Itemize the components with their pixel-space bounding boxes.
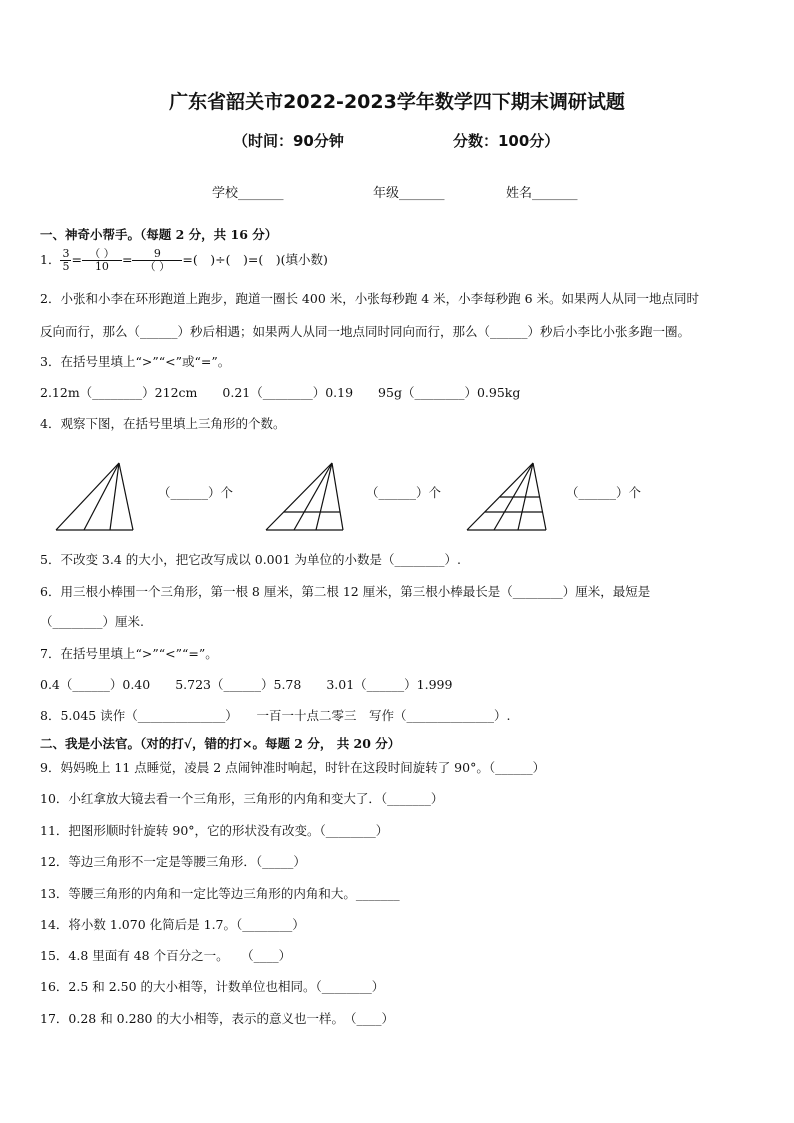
grade-field: 年级_______ xyxy=(373,186,445,201)
triangle-figure-2 xyxy=(266,463,343,530)
question-13: 13．等腰三角形的内角和一定比等边三角形的内角和大。_______ xyxy=(40,886,400,901)
triangle-figure-3 xyxy=(467,463,546,530)
section1-heading: 一、神奇小帮手。（每题 2 分，共 16 分） xyxy=(40,227,278,242)
question-2-line-2: 反向而行，那么（______）秒后相遇；如果两人从同一地点同时同向而行，那么（______）秒后小李比小张多跑一圈。 xyxy=(40,324,691,339)
q1-number: 1． xyxy=(40,252,61,267)
question-6-line-2: （________）厘米. xyxy=(40,614,144,629)
exam-time: （时间：90分钟 xyxy=(233,132,344,150)
question-5: 5．不改变 3.4 的大小，把它改写成以 0.001 为单位的小数是（________）. xyxy=(40,552,461,567)
question-8: 8．5.045 读作（______________） 一百一十点二零三 写作（______________）. xyxy=(40,708,511,723)
question-7: 7．在括号里填上“>”“<”“=”。 xyxy=(40,646,218,661)
school-field: 学校_______ xyxy=(212,186,284,201)
question-10: 10．小红拿放大镜去看一个三角形，三角形的内角和变大了．（_______） xyxy=(40,791,444,806)
question-9: 9．妈妈晚上 11 点睡觉，凌晨 2 点闹钟准时响起，时针在这段时间旋转了 90°。（______） xyxy=(40,760,546,775)
question-17: 17．0.28 和 0.280 的大小相等，表示的意义也一样。 （____） xyxy=(40,1011,394,1026)
section2-heading: 二、我是小法官。（对的打√，错的打×。每题 2 分， 共 20 分） xyxy=(40,736,401,751)
q1-rest: =( )÷( )=( )(填小数) xyxy=(182,252,328,267)
question-2-line-1: 2．小张和小李在环形跑道上跑步，跑道一圈长 400 米，小张每秒跑 4 米，小李每秒跑 6 米。如果两人从同一地点同时 xyxy=(40,291,700,306)
question-7-items: 0.4（______）0.40 5.723（______）5.78 3.01（______）1.999 xyxy=(40,677,453,692)
question-16: 16．2.5 和 2.50 的大小相等，计数单位也相同。（________） xyxy=(40,979,385,994)
question-4: 4．观察下图，在括号里填上三角形的个数。 xyxy=(40,416,286,431)
q4-blank-3[interactable]: （______）个 xyxy=(566,485,642,500)
question-14: 14．将小数 1.070 化简后是 1.7。（________） xyxy=(40,917,305,932)
question-3: 3．在括号里填上“>”“<”或“=”。 xyxy=(40,354,231,369)
q4-blank-2[interactable]: （______）个 xyxy=(366,485,442,500)
question-3-items: 2.12m（________）212cm 0.21（________）0.19 95g（________）0.95kg xyxy=(40,385,521,400)
fraction-blank-10: $\frac{( )}{10}$ xyxy=(82,248,122,273)
page-title: 广东省韶关市2022-2023学年数学四下期末调研试题 xyxy=(169,91,625,113)
question-1: 1． $\frac{3}{5}$ = $\frac{( )}{10}$ = $\frac{9}{( )}$ =( )÷( )=( )(填小数) xyxy=(40,247,328,273)
question-15: 15．4.8 里面有 48 个百分之一。 （____） xyxy=(40,948,292,963)
q4-blank-1[interactable]: （______）个 xyxy=(158,485,234,500)
fraction-9-blank: $\frac{9}{( )}$ xyxy=(132,248,182,273)
exam-score: 分数：100分） xyxy=(453,132,560,150)
question-11: 11．把图形顺时针旋转 90°，它的形状没有改变。（________） xyxy=(40,823,389,838)
fraction-3-5: $\frac{3}{5}$ xyxy=(62,247,70,273)
question-12: 12．等边三角形不一定是等腰三角形．（_____） xyxy=(40,854,306,869)
triangle-figure-1 xyxy=(56,463,133,530)
question-6-line-1: 6．用三根小棒围一个三角形，第一根 8 厘米，第二根 12 厘米，第三根小棒最长是（________）厘米，最短是 xyxy=(40,584,651,599)
name-field: 姓名_______ xyxy=(506,186,578,201)
